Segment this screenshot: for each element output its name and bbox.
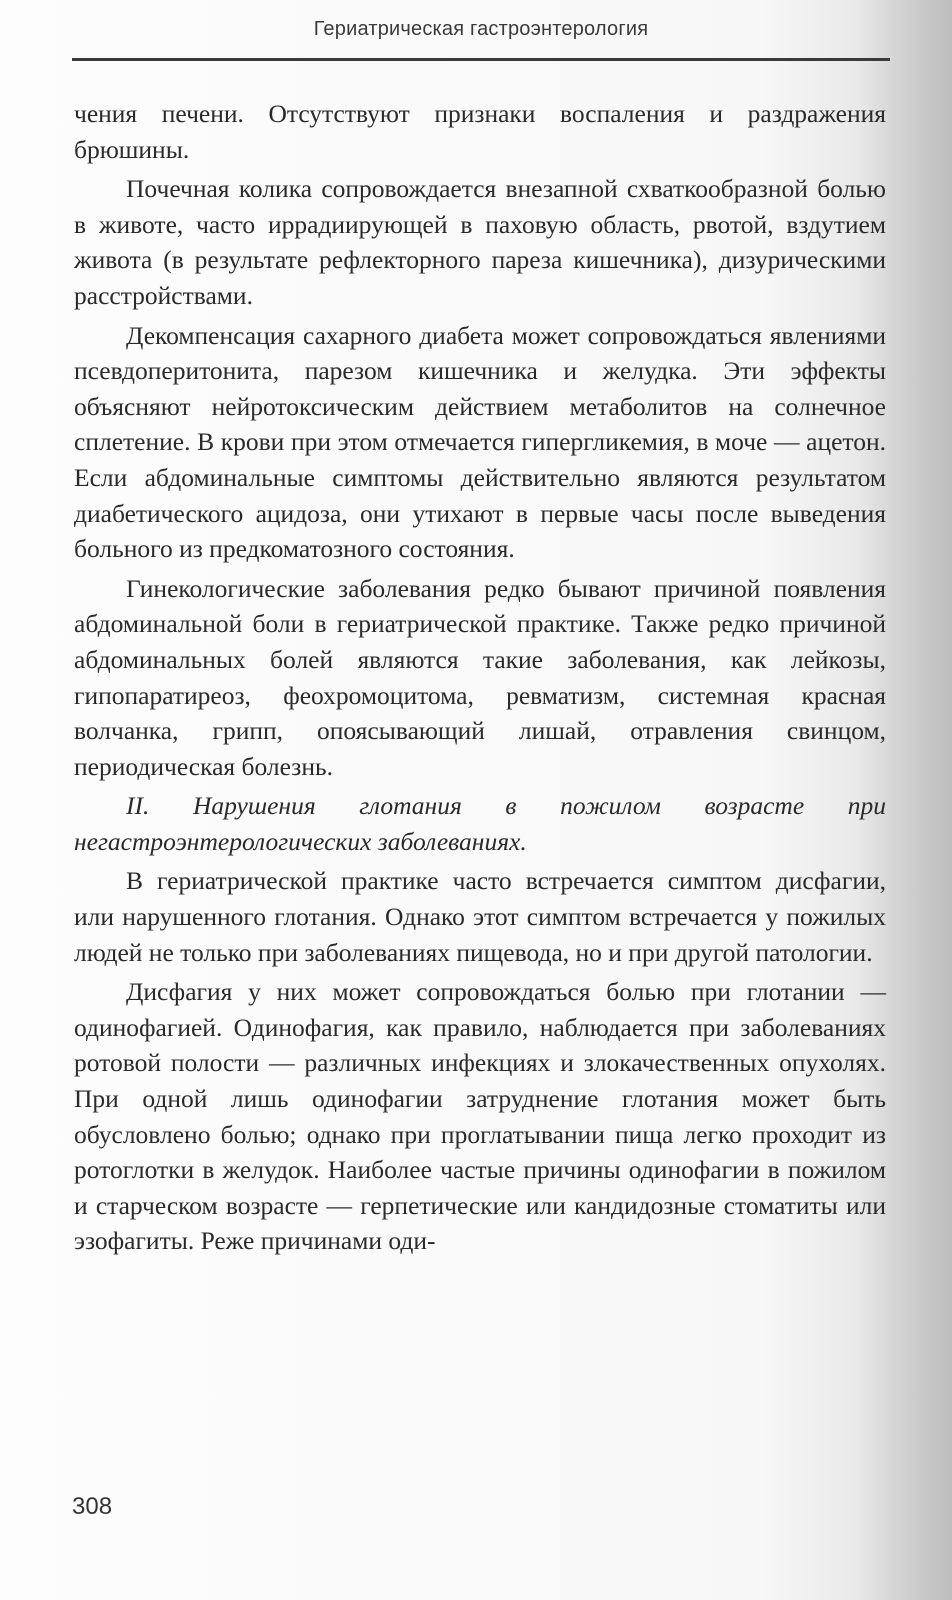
header-rule — [72, 58, 890, 61]
paragraph-gynecologic: Гинекологические заболевания редко бывают причиной появления абдоминальной боли в гериатрической практике. Также редко причиной абдоминальных болей являются такие заболевания, как лейкозы, гипопаратиреоз, феохромоцитома, ревматизм, системная красная волчанка, грипп, опоясывающий лишай, отравления свинцом, периодическая болезнь. — [74, 573, 886, 781]
paragraph-diabetes: Декомпенсация сахарного диабета может сопровождаться явлениями псевдоперитонита, парезом кишечника и желудка. Эти эффекты объясняют нейротоксическим действием метаболитов на солнечное сплетение. В крови при этом отмечается гипергликемия, в моче — ацетон. Если абдоминальные симптомы действительно являются результатом диабетического ацидоза, они утихают в первые часы после выведения больного из предкоматозного состояния. — [74, 320, 886, 564]
paragraph-continued: чения печени. Отсутствуют признаки воспаления и раздражения брюшины. — [74, 99, 886, 164]
page-number: 308 — [72, 1493, 113, 1520]
paragraph-dysphagia: В гериатрической практике часто встречается симптом дисфагии, или нарушенного глотания. Однако этот симптом встречается у пожилых людей не только при заболеваниях пищевода, но и при другой патологии. — [74, 866, 886, 967]
section-heading-swallowing: II. Нарушения глотания в пожилом возрасте при негастроэнтерологических заболеваниях. — [74, 791, 886, 856]
body-text — [74, 96, 886, 1263]
paragraph-renal-colic: Почечная колика сопровождается внезапной схваткообразной болью в животе, часто иррадиирующей в паховую область, рвотой, вздутием живота (в результате рефлекторного пареза кишечника), дизурическими расстройствами. — [74, 174, 886, 310]
paragraph-odynophagia: Дисфагия у них может сопровождаться болью при глотании — одинофагией. Одинофагия, как правило, наблюдается при заболеваниях ротовой полости — различных инфекциях и злокачественных опухолях. При одной лишь одинофагии затруднение глотания может быть обусловлено болью; однако при проглатывании пища легко проходит из ротоглотки в желудок. Наиболее частые причины одинофагии в пожилом и старческом возрасте — герпетические или кандидозные стоматиты или эзофагиты. Реже причинами оди- — [74, 977, 886, 1256]
running-head-title: Гериатрическая гастроэнтерология — [313, 18, 649, 40]
